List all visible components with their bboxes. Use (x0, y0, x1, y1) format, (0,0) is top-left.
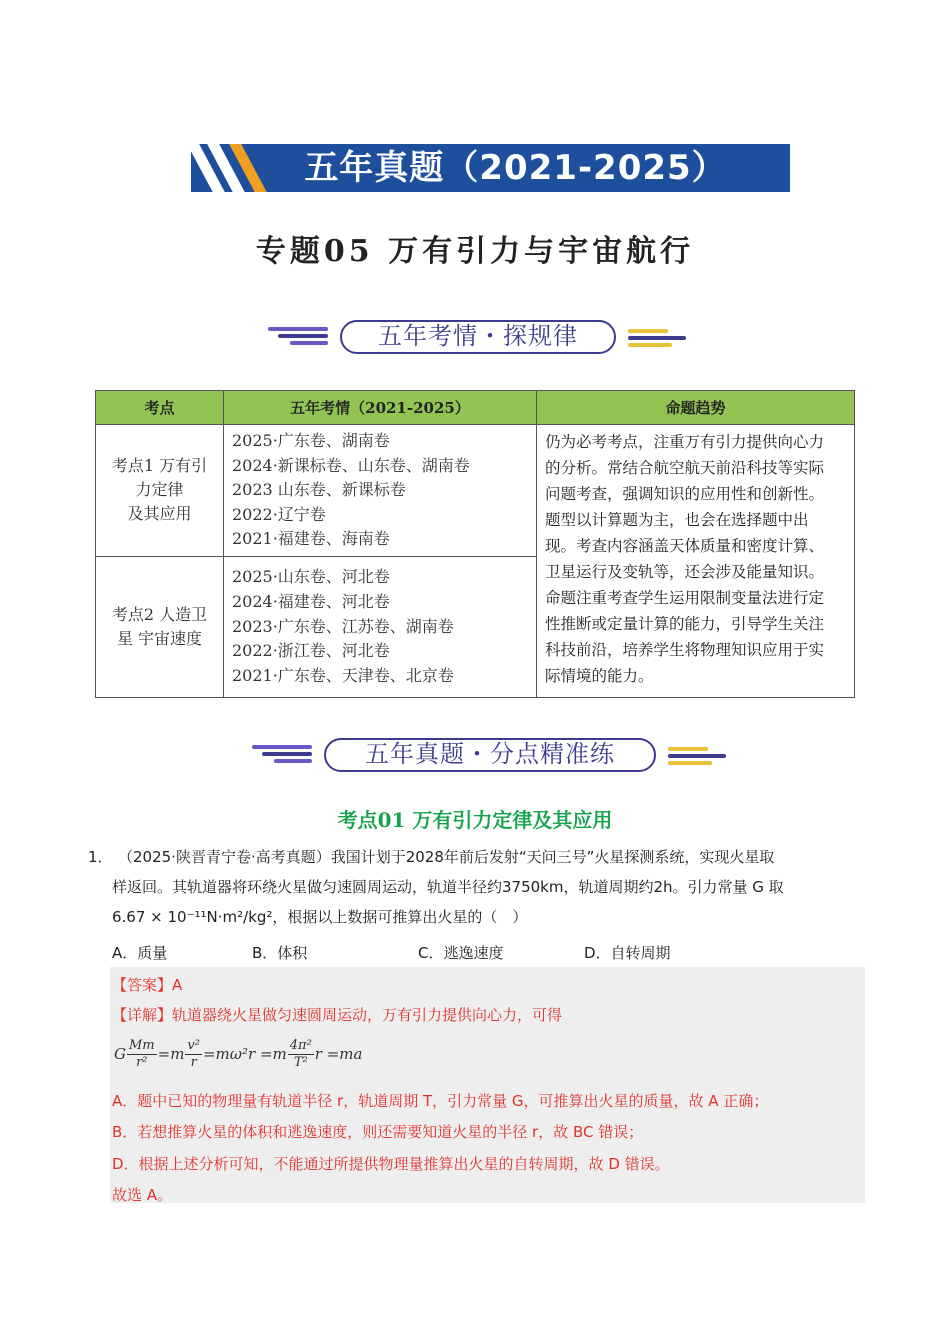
trend-text: 科技前沿，培养学生将物理知识应用于实 (545, 641, 825, 659)
trend-text: 的分析。常结合航空航天前沿科技等实际 (545, 459, 825, 477)
question-number: 1． (88, 848, 113, 866)
section-pill-exam-trends (0, 320, 950, 360)
trend-text: 卫星运行及变轨等，还会涉及能量知识。 (545, 563, 825, 581)
question-text: （2025·陕晋青宁卷·高考真题）我国计划于2028年前后发射“天问三号”火星探测系统，实现火星取 (118, 848, 775, 866)
trend-text: 际情境的能力。 (545, 667, 654, 685)
option-d: D．自转周期 (584, 944, 671, 962)
section-heading: 考点01 万有引力定律及其应用 (337, 808, 613, 832)
banner (191, 144, 790, 192)
explanation-line: D．根据上述分析可知，不能通过所提供物理量推算出火星的自转周期，故 D 错误。 (112, 1155, 670, 1173)
knowledge-point-text: 考点2 人造卫 (111, 604, 208, 624)
question-text: 样返回。其轨道器将环绕火星做匀速圆周运动，轨道半径约3750km，轨道周期约2h。引力常量 G 取 (112, 878, 784, 896)
exam-trends-table (95, 390, 855, 698)
table-header-cell: 五年考情（2021-2025） (224, 391, 537, 425)
exam-year-item: 2022·浙江卷、河北卷 (232, 641, 390, 661)
option-b: B．体积 (252, 944, 308, 962)
knowledge-point-cell (96, 425, 224, 557)
formula-fraction: $\frac{Mm}{\text{r²}}$ (128, 1037, 155, 1070)
option-a: A．质量 (112, 944, 168, 962)
trend-text: 问题考查，强调知识的应用性和创新性。 (545, 485, 825, 503)
question-text: 6.67 × 10⁻¹¹N·m²/kg²，根据以上数据可推算出火星的（ ） (112, 908, 528, 926)
final-answer: 故选 A。 (112, 1186, 173, 1204)
exam-year-item: 2021·福建卷、海南卷 (232, 529, 390, 549)
exam-year-item: 2021·广东卷、天津卷、北京卷 (232, 665, 454, 685)
formula-fraction: $\frac{\text{v²}}{r}$ (187, 1037, 200, 1070)
explanation-line: B．若想推算火星的体积和逃逸速度，则还需要知道火星的半径 r，故 BC 错误； (112, 1123, 644, 1141)
exam-year-item: 2023 山东卷、新课标卷 (232, 480, 406, 500)
section-pill-label: 五年真题・分点精准练 (324, 738, 656, 772)
section-pill-practice (0, 738, 950, 778)
trend-text: 性推断或定量计算的能力，引导学生关注 (545, 615, 825, 633)
table-header-row (96, 391, 855, 425)
section-pill-label: 五年考情・探规律 (340, 320, 616, 354)
exam-years-cell (224, 425, 537, 557)
exam-year-item: 2022·辽宁卷 (232, 504, 326, 524)
knowledge-point-text: 考点1 万有引 (111, 456, 208, 476)
knowledge-point-cell (96, 556, 224, 697)
gravitation-formula: G $\frac{Mm}{\text{r²}}$ =m $\frac{\text{v²}}{r}$ =mω²r =m $\frac{\text{4π²}}{\text{T²}}$ r =ma (114, 1037, 363, 1070)
table-header-cell: 考点 (96, 391, 224, 425)
exam-year-item: 2025·广东卷、湖南卷 (232, 431, 390, 450)
exam-year-item: 2023·广东卷、江苏卷、湖南卷 (232, 616, 454, 636)
trend-cell (537, 425, 855, 698)
exam-year-item: 2025·山东卷、河北卷 (232, 567, 390, 587)
formula-fraction: $\frac{\text{4π²}}{\text{T²}}$ (289, 1037, 312, 1070)
table-header-cell: 命题趋势 (537, 391, 855, 425)
option-c: C．逃逸速度 (418, 944, 504, 962)
exam-years-cell (224, 556, 537, 697)
exam-year-item: 2024·福建卷、河北卷 (232, 592, 390, 612)
trend-text: 题型以计算题为主，也会在选择题中出 (545, 511, 809, 529)
trend-text: 命题注重考查学生运用限制变量法进行定 (545, 589, 825, 607)
answer-line: 【答案】A (112, 976, 183, 994)
trend-text: 仍为必考考点，注重万有引力提供向心力 (545, 433, 825, 451)
knowledge-point-text: 及其应用 (127, 504, 192, 524)
table-row (96, 425, 855, 557)
knowledge-point-text: 力定律 (135, 480, 184, 500)
trend-text: 现。考查内容涵盖天体质量和密度计算、 (545, 537, 825, 555)
detail-line: 【详解】轨道器绕火星做匀速圆周运动，万有引力提供向心力，可得 (112, 1006, 563, 1024)
document-title: 专题05 万有引力与宇宙航行 (255, 234, 695, 269)
exam-year-item: 2024·新课标卷、山东卷、湖南卷 (232, 455, 470, 475)
banner-title: 五年真题（2021-2025） (304, 148, 727, 188)
explanation-line: A．题中已知的物理量有轨道半径 r，轨道周期 T，引力常量 G，可推算出火星的质量，故 A 正确； (112, 1092, 769, 1110)
knowledge-point-text: 星 宇宙速度 (116, 628, 203, 648)
